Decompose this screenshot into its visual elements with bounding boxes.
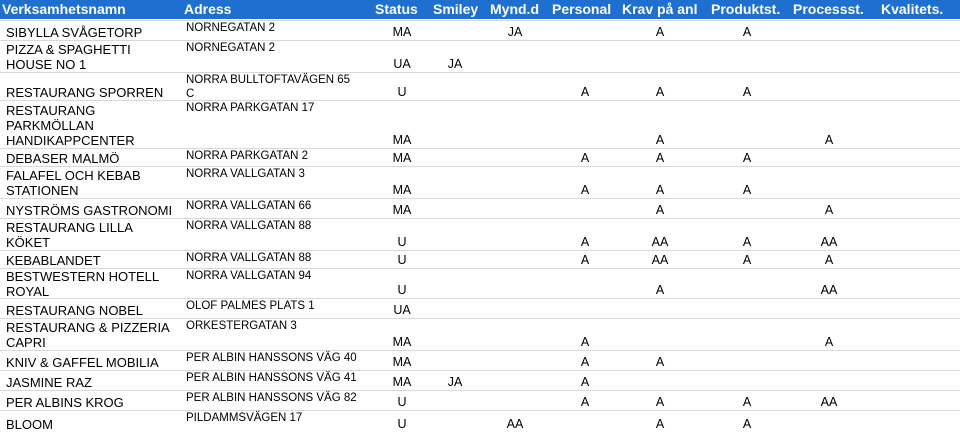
row-krav: A (655, 203, 665, 217)
row-krav: A (655, 417, 665, 431)
row-personal: A (580, 253, 590, 267)
row-name: RESTAURANG SPORREN (6, 85, 164, 100)
row-address: NORRA VALLGATAN 88 (186, 252, 312, 264)
table-row[interactable] (0, 350, 960, 371)
row-produkt: A (742, 417, 752, 431)
table-row[interactable] (0, 148, 960, 167)
row-process: AA (820, 283, 838, 297)
row-name: DEBASER MALMÖ (6, 151, 120, 166)
table-row[interactable] (0, 72, 960, 101)
row-krav: A (655, 25, 665, 39)
header-processst[interactable]: Processst. (793, 1, 864, 17)
row-produkt: A (742, 235, 752, 249)
row-krav: A (655, 85, 665, 99)
row-address: NORRA VALLGATAN 94 (186, 270, 312, 282)
row-status: U (397, 417, 407, 431)
row-address: NORNEGATAN 2 (186, 22, 276, 34)
row-address: PER ALBIN HANSSONS VÄG 41 (186, 372, 357, 384)
row-name: BLOOM (6, 417, 53, 432)
row-name: PIZZA & SPAGHETTI HOUSE NO 1 (6, 42, 131, 72)
row-personal: A (580, 235, 590, 249)
row-status: U (397, 235, 407, 249)
header-adress[interactable]: Adress (184, 1, 232, 17)
row-krav: AA (651, 235, 669, 249)
row-address: NORRA BULLTOFTAVÄGEN 65 C (186, 74, 351, 100)
row-produkt: A (742, 25, 752, 39)
row-name: FALAFEL OCH KEBAB STATIONEN (6, 168, 141, 198)
row-krav: A (655, 133, 665, 147)
row-produkt: A (742, 85, 752, 99)
row-name: RESTAURANG & PIZZERIA CAPRI (6, 320, 170, 350)
table-row[interactable] (0, 390, 960, 411)
row-address: NORRA VALLGATAN 88 (186, 220, 312, 232)
row-myndd: AA (506, 417, 524, 431)
row-status: MA (392, 335, 412, 349)
table-header (0, 0, 960, 19)
header-status[interactable]: Status (375, 1, 418, 17)
row-name: KNIV & GAFFEL MOBILIA (6, 355, 159, 370)
row-krav: A (655, 151, 665, 165)
row-status: U (397, 283, 407, 297)
row-smiley: JA (447, 57, 463, 71)
row-status: MA (392, 203, 412, 217)
row-produkt: A (742, 151, 752, 165)
row-personal: A (580, 151, 590, 165)
row-myndd: JA (507, 25, 523, 39)
table-row[interactable] (0, 198, 960, 219)
row-personal: A (580, 355, 590, 369)
row-krav: A (655, 283, 665, 297)
table-row[interactable] (0, 318, 960, 351)
table-row[interactable] (0, 410, 960, 433)
row-produkt: A (742, 253, 752, 267)
table-row[interactable] (0, 298, 960, 319)
table-row[interactable] (0, 20, 960, 41)
header-myndd[interactable]: Mynd.d (490, 1, 539, 17)
row-smiley: JA (447, 375, 463, 389)
row-name: NYSTRÖMS GASTRONOMI (6, 203, 173, 218)
table-row[interactable] (0, 268, 960, 299)
row-name: RESTAURANG LILLA KÖKET (6, 220, 133, 250)
row-address: NORRA VALLGATAN 66 (186, 200, 312, 212)
header-smiley[interactable]: Smiley (433, 1, 479, 17)
row-personal: A (580, 335, 590, 349)
row-address: PILDAMMSVÄGEN 17 (186, 412, 303, 424)
row-produkt: A (742, 183, 752, 197)
row-personal: A (580, 395, 590, 409)
row-personal: A (580, 183, 590, 197)
row-status: MA (392, 25, 412, 39)
row-name: JASMINE RAZ (6, 375, 92, 390)
row-process: A (824, 253, 834, 267)
row-address: OLOF PALMES PLATS 1 (186, 300, 315, 312)
row-process: A (824, 133, 834, 147)
row-status: MA (392, 355, 412, 369)
row-krav: AA (651, 253, 669, 267)
row-name: BESTWESTERN HOTELL ROYAL (6, 269, 160, 299)
header-kvalitets[interactable]: Kvalitets. (881, 1, 944, 17)
row-krav: A (655, 395, 665, 409)
row-address: NORRA PARKGATAN 17 (186, 102, 315, 114)
row-address: PER ALBIN HANSSONS VÄG 82 (186, 392, 357, 404)
row-status: UA (393, 57, 411, 71)
row-address: NORNEGATAN 2 (186, 42, 276, 54)
row-name: RESTAURANG PARKMÖLLAN HANDIKAPPCENTER (6, 103, 135, 148)
row-address: NORRA VALLGATAN 3 (186, 168, 305, 180)
row-name: RESTAURANG NOBEL (6, 303, 144, 318)
row-name: KEBABLANDET (6, 253, 101, 268)
header-produktst[interactable]: Produktst. (711, 1, 781, 17)
table-row[interactable] (0, 100, 960, 149)
row-status: U (397, 85, 407, 99)
row-address: PER ALBIN HANSSONS VÄG 40 (186, 352, 357, 364)
row-address: ORKESTERGATAN 3 (186, 320, 297, 332)
row-krav: A (655, 355, 665, 369)
row-status: UA (393, 303, 411, 317)
row-krav: A (655, 183, 665, 197)
table-row[interactable] (0, 370, 960, 391)
row-status: MA (392, 183, 412, 197)
row-process: AA (820, 235, 838, 249)
row-name: SIBYLLA SVÅGETORP (6, 25, 143, 40)
row-status: MA (392, 151, 412, 165)
table-row[interactable] (0, 218, 960, 251)
row-process: A (824, 203, 834, 217)
row-status: U (397, 395, 407, 409)
table-row[interactable] (0, 250, 960, 269)
row-personal: A (580, 375, 590, 389)
header-personal[interactable]: Personal (552, 1, 612, 17)
row-process: AA (820, 395, 838, 409)
table-row[interactable] (0, 40, 960, 73)
table-row[interactable] (0, 166, 960, 199)
row-personal: A (580, 85, 590, 99)
row-status: MA (392, 133, 412, 147)
row-produkt: A (742, 395, 752, 409)
row-address: NORRA PARKGATAN 2 (186, 150, 309, 162)
header-verksamhetsnamn[interactable]: Verksamhetsnamn (2, 1, 126, 17)
row-status: MA (392, 375, 412, 389)
row-name: PER ALBINS KROG (6, 395, 124, 410)
row-process: A (824, 335, 834, 349)
row-status: U (397, 253, 407, 267)
header-krav[interactable]: Krav på anl (622, 1, 698, 17)
